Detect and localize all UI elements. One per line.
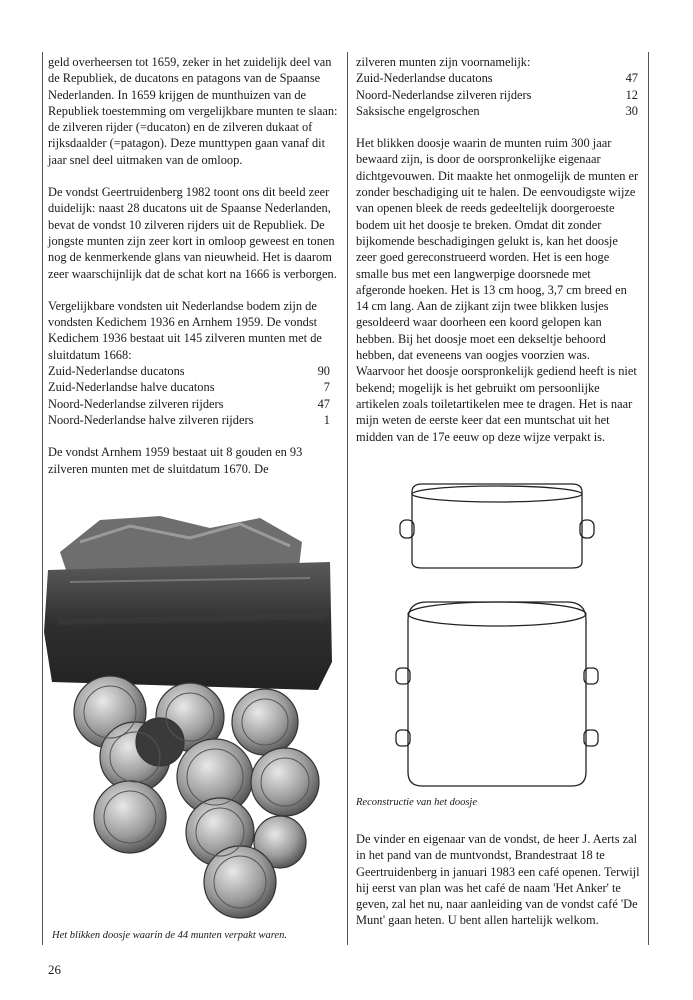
box-reconstruction-drawing [382,480,612,790]
left-paragraph-3: Vergelijkbare vondsten uit Nederlandse bodem zijn de vondsten Kedichem 1936 en Arnhem 1959. De vondst Kedichem 1936 bestaat uit 145 zilveren munten met de sluitdatum 1668: [48,298,322,362]
right-paragraph-3: De vinder en eigenaar van de vondst, de heer J. Aerts zal in het pand van de muntvondst, Brandestraat 18 te Geertruidenberg in januari 1983 een café openen. Terwijl hij eerst van plan was het café de naam 'Het Anker' te geven, zal het nu, naar aanleiding van de vondst café 'De Munt' gaan heten. U bent allen hartelijk welkom. [356,832,640,928]
table-row: Zuid-Nederlandse halve ducatons 7 [48,380,330,395]
tin-box-photo [40,512,336,924]
drawing-caption: Reconstructie van het doosje [356,797,478,808]
kedichem-table [48,363,338,428]
left-column [48,54,338,493]
right-paragraph-2: Het blikken doosje waarin de munten ruim 300 jaar bewaard zijn, is door de oorspronkelijke eigenaar dichtgevouwen. Dit maakte het onmogelijk de munten er zonder beschadiging uit te halen. De eenvoudigste wijze van openen bleek de reeds gedeeltelijk doorgeroeste bodem uit het doosje te breken. Omdat dit zonder bijkomende beschadigingen gelukt is, kan het doosje zeer goed gereconstrueerd worden. Het is een hoge smalle bus met een langwerpige doorsnede met afgeronde hoeken. Het is 13 cm hoog, 3,7 cm breed en 14 cm lang. Aan de zijkant zijn twee blikken lusjes gesoldeerd waar doorheen een koord gelopen kan hebben. Bij het doosje moet een dekseltje behoord hebben, dat eveneens van oogjes voorzien was. Waarvoor het doosje oorspronkelijk gediend heeft is niet bekend; mogelijk is het gebruikt om persoonlijke artikelen zoals toiletartikelen mee te dragen. Het is naar mijn weten de eerste keer dat een muntschat uit het midden van de 17e eeuw op deze wijze verpakt is. [356,136,639,444]
left-paragraph-1: geld overheersen tot 1659, zeker in het zuidelijk deel van de Republiek, de ducatons en patagons van de Spaanse Nederlanden. In 1659 krijgen de munthuizen van de Republiek toestemming om vergelijkbare munten te slaan: de zilveren rijder (=ducaton) en de zilveren dukaat of rijksdaalder (=patagon). Deze munttypen gaan vanaf dit jaar snel deel uitmaken van de omloop. [48,55,338,167]
table-row: Noord-Nederlandse zilveren rijders 47 [48,396,330,411]
column-divider [347,52,348,945]
left-paragraph-4: De vondst Arnhem 1959 bestaat uit 8 gouden en 93 zilveren munten met de sluitdatum 1670. De [48,445,303,476]
right-margin-rule [648,52,649,945]
table-row: Zuid-Nederlandse ducatons 90 [48,364,330,379]
right-column [356,54,640,461]
table-row: Noord-Nederlandse zilveren rijders 12 [356,87,638,102]
left-paragraph-2: De vondst Geertruidenberg 1982 toont ons dit beeld zeer duidelijk: naast 28 ducatons uit de Spaanse Nederlanden, bevat de vondst 10 zilveren rijders uit de Republiek. De jongste munten zijn zeer kort in omloop geweest en tonen nog de kenmerkende glans van nieuwheid. Het is daarom zeer waarschijnlijk dat de schat kort na 1666 is verborgen. [48,185,337,281]
right-paragraph-1: zilveren munten zijn voornamelijk: [356,55,531,69]
table-row: Noord-Nederlandse halve zilveren rijders 1 [48,412,330,427]
page-number: 26 [48,962,61,977]
photo-caption: Het blikken doosje waarin de 44 munten verpakt waren. [52,930,287,941]
table-row: Zuid-Nederlandse ducatons 47 [356,71,638,86]
table-row: Saksische engelgroschen 30 [356,103,638,118]
arnhem-table [356,70,640,119]
